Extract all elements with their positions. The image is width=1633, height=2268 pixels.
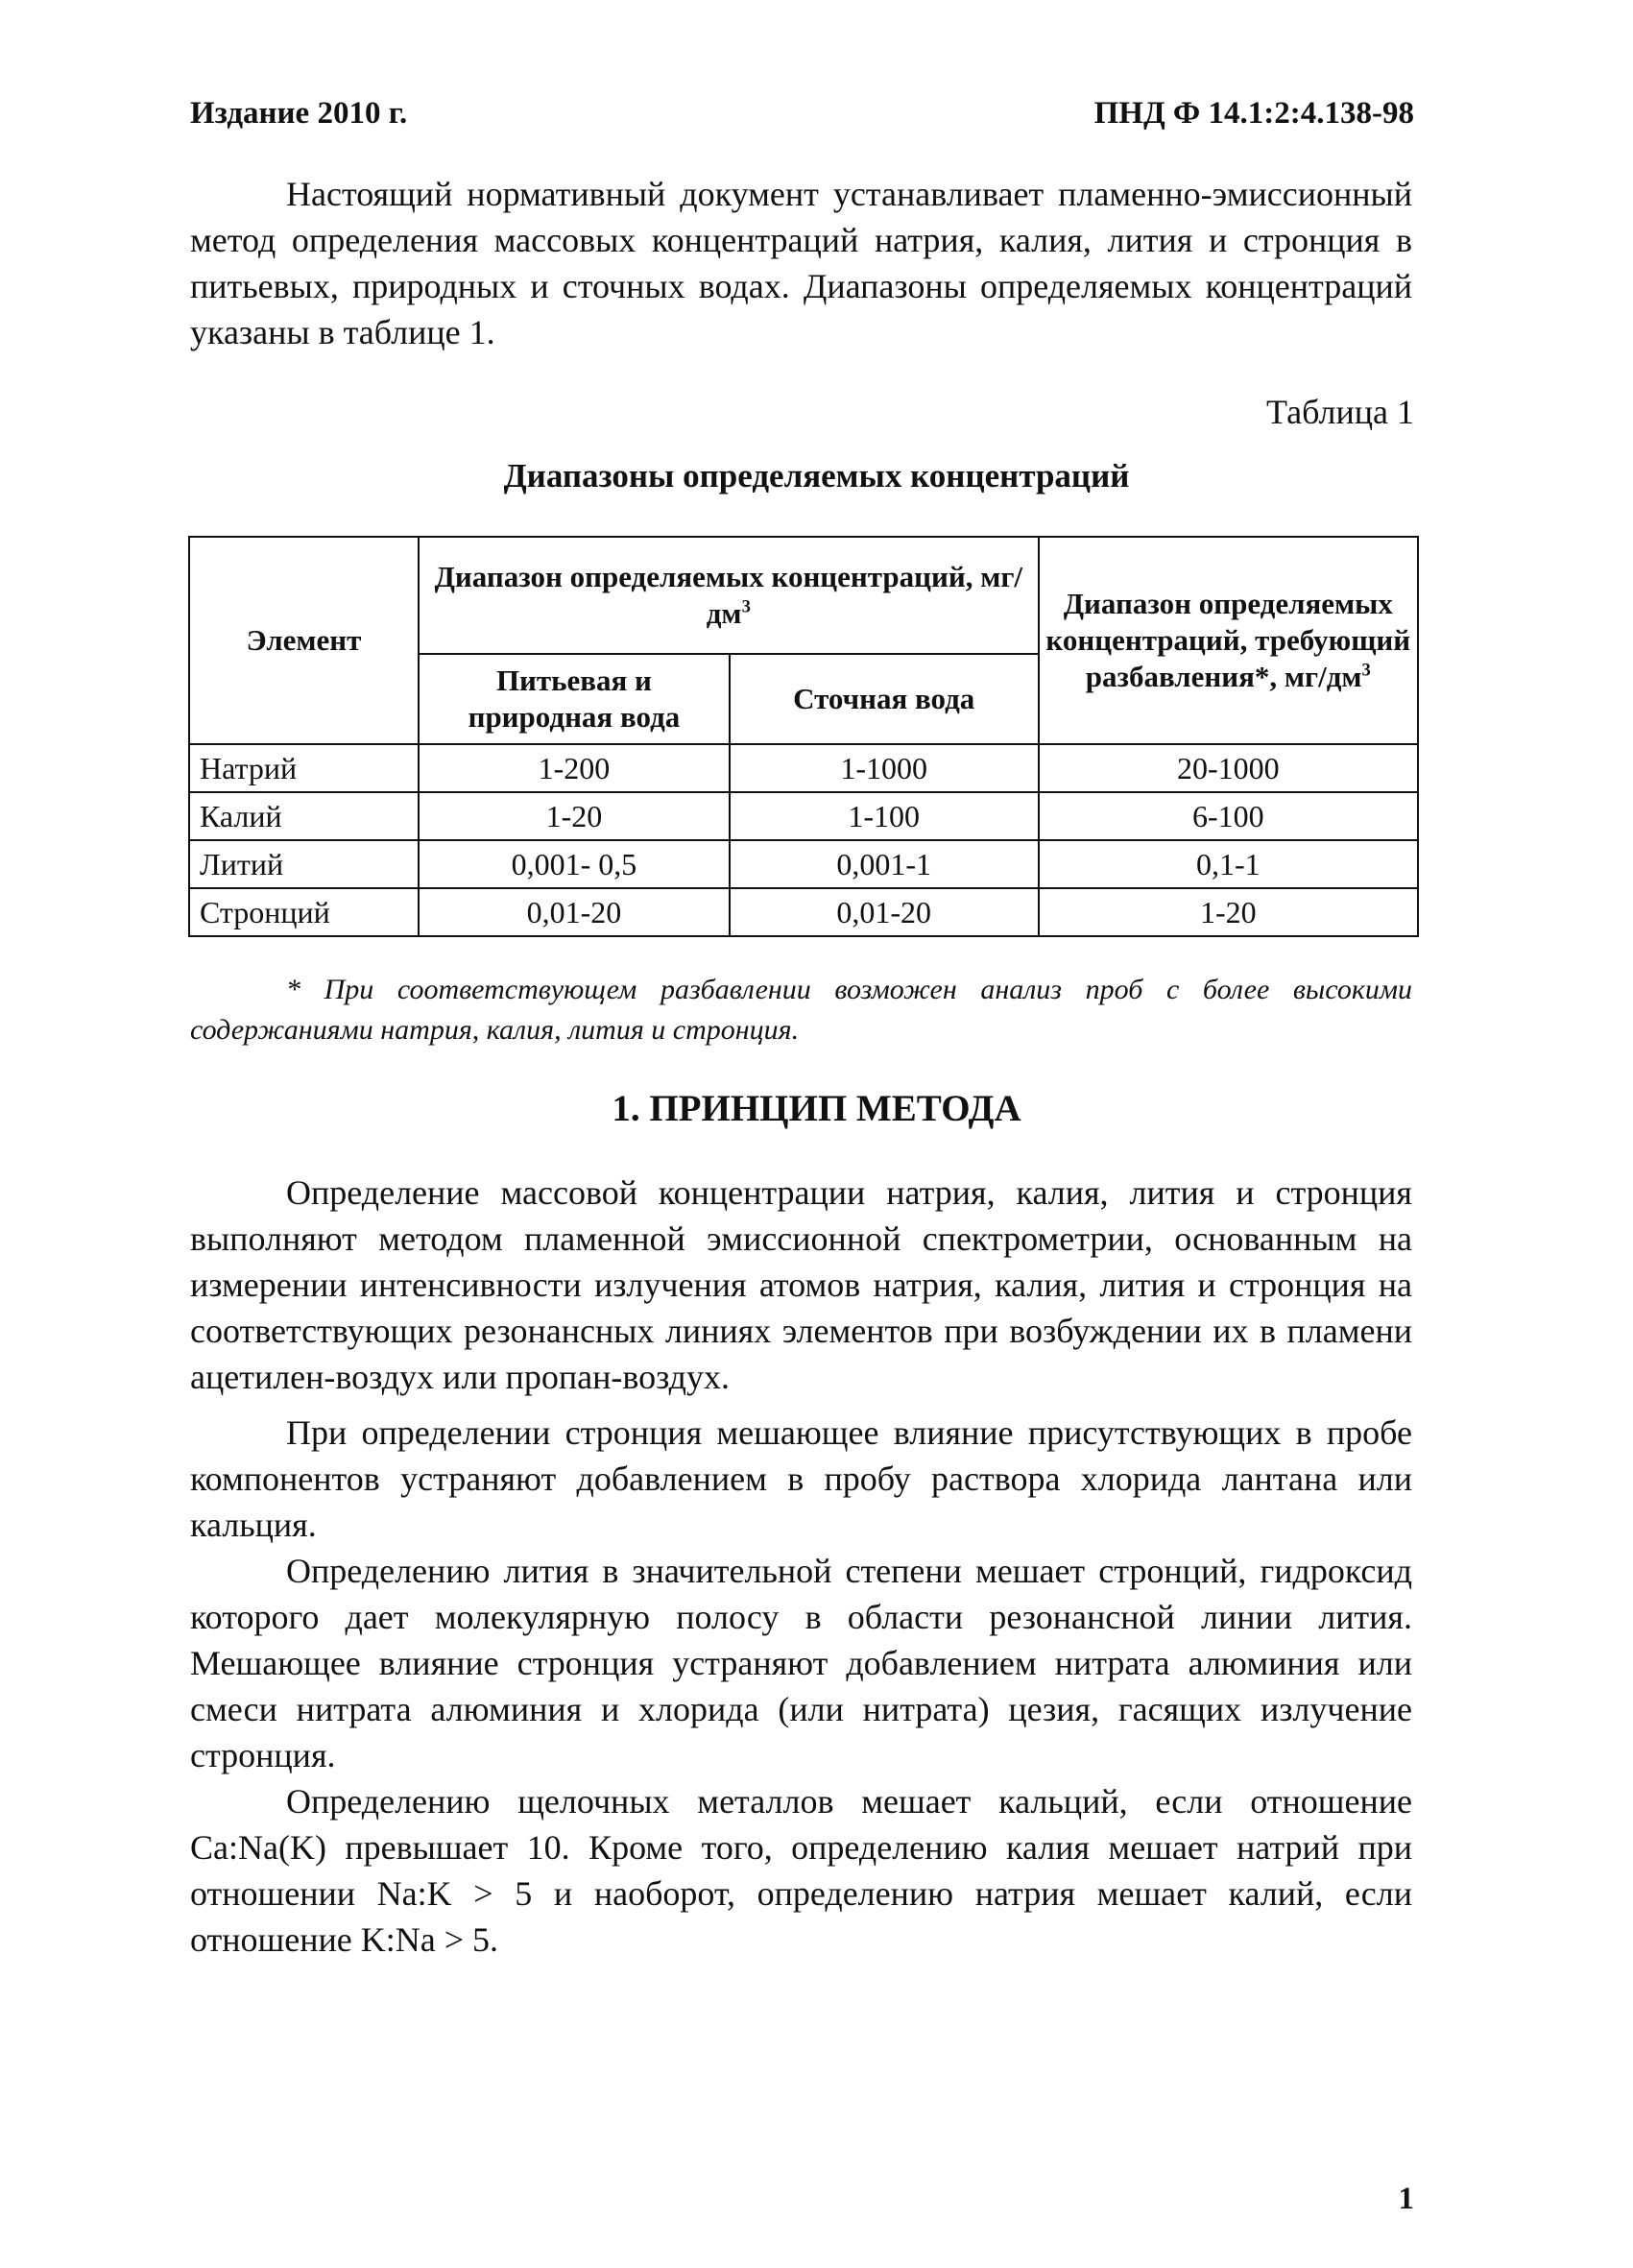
cell-element: Литий xyxy=(189,840,419,888)
table-row xyxy=(189,888,1418,936)
header-drinking-water: Питьевая и природная вода xyxy=(419,654,730,744)
page-number: 1 xyxy=(1398,2182,1414,2216)
edition-header: Издание 2010 г. xyxy=(190,96,408,131)
document-code-header: ПНД Ф 14.1:2:4.138-98 xyxy=(1093,96,1414,131)
cell-waste: 0,01-20 xyxy=(730,888,1039,936)
concentration-table xyxy=(188,536,1419,937)
section-title: 1. ПРИНЦИП МЕТОДА xyxy=(612,1088,1021,1129)
table-row xyxy=(189,744,1418,792)
section-paragraph: Определению щелочных металлов мешает кальций, если отношение Ca:Na(K) превышает 10. Кроме того, определению калия мешает натрий при отношении Na:K > 5 и наоборот, определению натрия мешает калий, если отношение K:Na > 5. xyxy=(190,1782,1412,1959)
cell-dilution: 20-1000 xyxy=(1039,744,1418,792)
cell-element: Калий xyxy=(189,792,419,840)
table-row xyxy=(189,792,1418,840)
cell-drinking: 1-20 xyxy=(419,792,730,840)
cell-drinking: 0,01-20 xyxy=(419,888,730,936)
cell-dilution: 6-100 xyxy=(1039,792,1418,840)
cell-waste: 1-100 xyxy=(730,792,1039,840)
table-label: Таблица 1 xyxy=(1266,393,1414,431)
header-element: Элемент xyxy=(189,537,419,744)
intro-paragraph: Настоящий нормативный документ устанавливает пламенно-эмиссионный метод определения массовых концентраций натрия, калия, лития и стронция в питьевых, природных и сточных водах. Диапазоны определяемых концентраций указаны в таблице 1. xyxy=(190,175,1412,351)
section-paragraph: Определение массовой концентрации натрия, калия, лития и стронция выполняют методом пламенной эмиссионной спектрометрии, основанным на измерении интенсивности излучения атомов натрия, калия, лития и стронция на соответствующих резонансных линиях элементов при возбуждении их в пламени ацетилен-воздух или пропан-воздух. xyxy=(190,1173,1412,1396)
cell-waste: 0,001-1 xyxy=(730,840,1039,888)
header-dilution: Диапазон определяемых концентраций, требующий разбавления*, $мг/дм^3$ xyxy=(1039,537,1418,744)
table-header-row xyxy=(189,537,1418,654)
section-paragraph: При определении стронция мешающее влияние присутствующих в пробе компонентов устраняют добавлением в пробу раствора хлорида лантана или кальция. xyxy=(190,1413,1412,1544)
header-waste-water: Сточная вода xyxy=(730,654,1039,744)
cell-dilution: 1-20 xyxy=(1039,888,1418,936)
table-title: Диапазоны определяемых концентраций xyxy=(503,457,1130,495)
table-footnote: * При соответствующем разбавлении возможен анализ проб с более высокими содержаниями натрия, калия, лития и стронция. xyxy=(190,974,1412,1046)
header-range-main: Диапазон определяемых концентраций, $мг/дм^3$ xyxy=(419,537,1039,654)
cell-waste: 1-1000 xyxy=(730,744,1039,792)
section-paragraph: Определению лития в значительной степени мешает стронций, гидроксид которого дает молекулярную полосу в области резонансной линии лития. Мешающее влияние стронция устраняют добавлением нитрата алюминия или смеси нитрата алюминия и хлорида (или нитрата) цезия, гасящих излучение стронция. xyxy=(190,1552,1412,1774)
cell-drinking: 0,001- 0,5 xyxy=(419,840,730,888)
cell-element: Стронций xyxy=(189,888,419,936)
cell-dilution: 0,1-1 xyxy=(1039,840,1418,888)
cell-drinking: 1-200 xyxy=(419,744,730,792)
table-row xyxy=(189,840,1418,888)
cell-element: Натрий xyxy=(189,744,419,792)
